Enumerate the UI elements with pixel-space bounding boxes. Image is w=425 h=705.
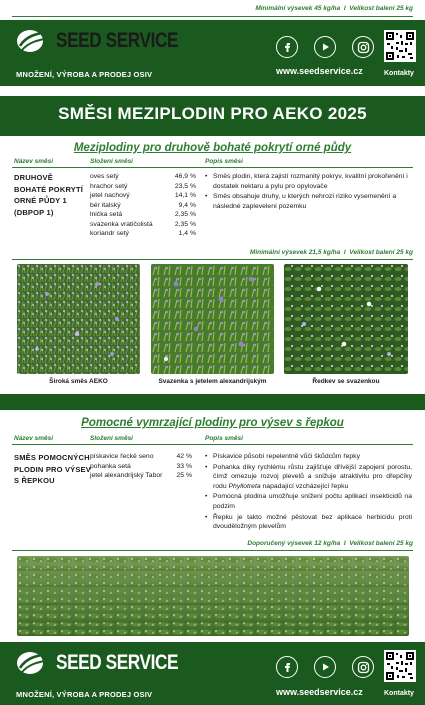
photo-radish-phacelia: [284, 264, 408, 374]
photo-caption: Svazenka s jetelem alexandrijským: [158, 378, 267, 385]
website-link[interactable]: www.seedservice.cz: [276, 687, 363, 697]
list-item: • Pomocná plodina umožňuje snížení počtu aplikací insekticidů na podzim: [205, 492, 412, 511]
contacts-label[interactable]: Kontakty: [384, 690, 414, 697]
list-item: • Směs plodin, která zajistí rozmanitý pokryv, kvalitní prokořenění i dostatek nektaru a pylu pro opylovače: [205, 172, 410, 191]
composition-list-1: [90, 172, 196, 239]
qr-code[interactable]: [384, 650, 416, 682]
section1-sowing-note: Minimální výsevek 21,5 kg/ha I Velikost balení 25 kg: [249, 249, 413, 256]
brand-name: SEED SERVICE: [56, 651, 179, 674]
photo-caption: Široká směs AEKO: [49, 378, 108, 385]
photo-caption: Ředkev se svazenkou: [312, 378, 380, 385]
list-item: jetel nachový 14,1 %: [90, 192, 196, 199]
seed-logo-icon: [16, 28, 52, 54]
description-list-1: [205, 172, 410, 212]
play-icon[interactable]: [314, 36, 336, 58]
composition-list-2: [90, 452, 192, 481]
list-item: jetel alexandrijský Tabor 25 %: [90, 472, 192, 479]
footer-brand-logo: [16, 650, 205, 676]
section1-heading: Meziplodiny pro druhově bohaté pokrytí orné půdy: [73, 142, 352, 154]
list-item: hrachor setý 23,5 %: [90, 182, 196, 190]
list-item: pohanka setá 33 %: [90, 462, 192, 470]
list-item: oves setý 46,9 %: [90, 173, 196, 180]
mix-name-1: DRUHOVĚ BOHATÉ POKRYTÍ ORNÉ PŮDY 1 (DBPOP 1): [14, 173, 84, 217]
section-separator-band: [0, 394, 425, 410]
col-comp-header: Složení směsi: [90, 158, 133, 165]
list-item: bér italský 9,4 %: [90, 201, 196, 209]
brand-tagline: MNOŽENÍ, VÝROBA A PRODEJ OSIV: [16, 70, 153, 79]
facebook-icon[interactable]: [276, 656, 298, 678]
instagram-icon[interactable]: [352, 36, 374, 58]
brand-logo: [16, 28, 205, 54]
list-item: svazenka vratičolistá 2,35 %: [90, 220, 196, 228]
play-icon[interactable]: [314, 656, 336, 678]
website-link[interactable]: www.seedservice.cz: [276, 66, 363, 76]
divider: [12, 259, 413, 260]
list-item: • Řepku je takto možné pěstovat bez aplikace herbicidu proti dvouděložným plevelům: [205, 513, 412, 532]
list-item: • Směs obsahuje druhy, u kterých nehrozí riziko vysemenění a následné zaplevelení pozemku: [205, 192, 410, 211]
page-title: SMĚSI MEZIPLODIN PRO AEKO 2025: [58, 104, 367, 123]
col-desc-header: Popis směsi: [205, 158, 243, 165]
col-desc-header: Popis směsi: [205, 435, 243, 442]
instagram-icon[interactable]: [352, 656, 374, 678]
photo-phacelia-clover: [151, 264, 274, 374]
facebook-icon[interactable]: [276, 36, 298, 58]
social-icons: [276, 36, 374, 58]
brand-name: SEED SERVICE: [56, 29, 179, 52]
footer-social-icons: [276, 656, 374, 678]
list-item: pískavice řecké seno 42 %: [90, 453, 192, 460]
divider: [12, 167, 413, 168]
list-item: • Pískavice působí repelentně vůči škůdcům řepky: [205, 452, 412, 462]
col-name-header: Název směsi: [14, 158, 54, 165]
photo-field-rows: [17, 556, 409, 636]
description-list-2: [205, 452, 412, 533]
footer-tagline: MNOŽENÍ, VÝROBA A PRODEJ OSIV: [16, 690, 153, 699]
list-item: koriandr setý 1,4 %: [90, 230, 196, 237]
divider: [12, 550, 413, 551]
col-comp-header: Složení směsi: [90, 435, 133, 442]
qr-code[interactable]: [384, 30, 416, 62]
photo-wide-mix: [17, 264, 140, 374]
top-sowing-note: Minimální výsevek 45 kg/ha I Velikost balení 25 kg: [255, 5, 413, 12]
section2-heading: Pomocné vymrzající plodiny pro výsev s řepkou: [81, 417, 344, 429]
divider: [12, 16, 413, 17]
list-item: lnička setá 2,35 %: [90, 211, 196, 218]
seed-logo-icon: [16, 650, 52, 676]
list-item: • Pohanka díky rychlému růstu zajišťuje dřívější zapojení porostu, čímž omezuje rozvoj plevelů a snižuje atraktivitu pro dřepčíky rodu Phyllotreta napadající vzcházející řepku: [205, 463, 412, 492]
contacts-label[interactable]: Kontakty: [384, 70, 414, 77]
divider: [12, 444, 413, 445]
col-name-header: Název směsi: [14, 435, 54, 442]
mix-name-2: SMĚS POMOCNÝCH PLODIN PRO VÝSEV S ŘEPKOU: [14, 453, 91, 485]
section2-sowing-note: Doporučený výsevek 12 kg/ha I Velikost balení 25 kg: [247, 540, 413, 547]
